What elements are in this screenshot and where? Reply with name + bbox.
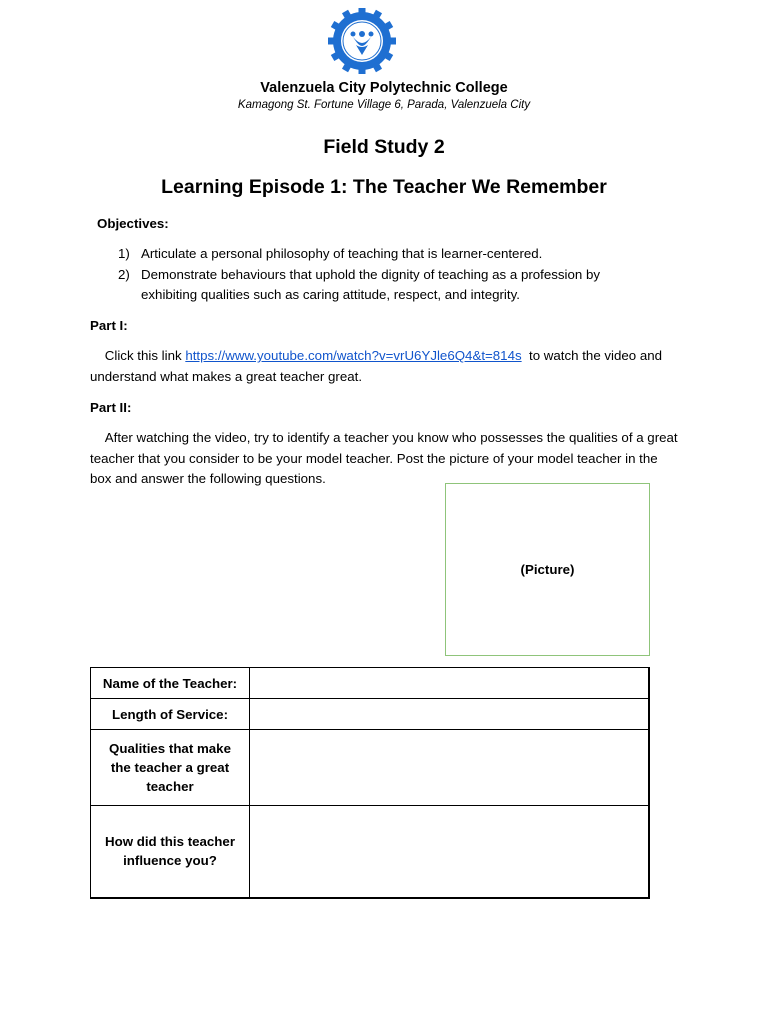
picture-label: (Picture)	[520, 562, 575, 577]
document-title: Field Study 2	[323, 136, 445, 158]
picture-placeholder-box[interactable]	[445, 483, 650, 656]
teacher-info-table	[90, 667, 650, 899]
part2-paragraph	[90, 428, 680, 490]
objectives-list	[118, 244, 658, 306]
objective-number: 1)	[118, 246, 130, 261]
row-label: How did this teacher influence you?	[91, 806, 250, 898]
episode-title: Learning Episode 1: The Teacher We Remember	[161, 176, 607, 198]
youtube-link[interactable]: https://www.youtube.com/watch?v=vrU6YJle6Q4&t=814s	[185, 348, 522, 363]
table-row	[91, 730, 650, 806]
objective-item	[118, 244, 658, 265]
length-of-service-field[interactable]	[250, 699, 650, 730]
objective-number: 2)	[118, 266, 130, 282]
table-row	[91, 668, 650, 699]
part1-label: Part I:	[90, 318, 128, 333]
objective-item	[118, 265, 658, 306]
part1-text-after: to watch the video and understand what makes a great teacher great.	[90, 348, 666, 384]
teacher-name-field[interactable]	[250, 668, 650, 699]
college-logo-icon	[323, 8, 401, 74]
part2-text: After watching the video, try to identify a teacher you know who possesses the qualities of a great teacher that you consider to be your model teacher. Post the picture of your model teacher in the box and answer the following questions.	[90, 430, 678, 486]
objective-text: Articulate a personal philosophy of teaching that is learner-centered.	[141, 246, 543, 261]
table-row	[91, 806, 650, 898]
row-label: Name of the Teacher:	[91, 668, 250, 699]
college-address: Kamagong St. Fortune Village 6, Parada, Valenzuela City	[237, 99, 531, 111]
influence-field[interactable]	[250, 806, 650, 898]
objectives-label: Objectives:	[97, 216, 169, 231]
row-label: Length of Service:	[91, 699, 250, 730]
qualities-field[interactable]	[250, 730, 650, 806]
part1-text-before: Click this link	[104, 348, 186, 363]
objective-text: Demonstrate behaviours that uphold the dignity of teaching as a profession by exhibiting qualities such as caring attitude, respect, and integrity.	[141, 266, 601, 302]
part1-paragraph	[90, 346, 680, 387]
table-row	[91, 699, 650, 730]
row-label: Qualities that make the teacher a great teacher	[91, 730, 250, 806]
part2-label: Part II:	[90, 400, 132, 415]
college-name: Valenzuela City Polytechnic College	[260, 80, 508, 96]
